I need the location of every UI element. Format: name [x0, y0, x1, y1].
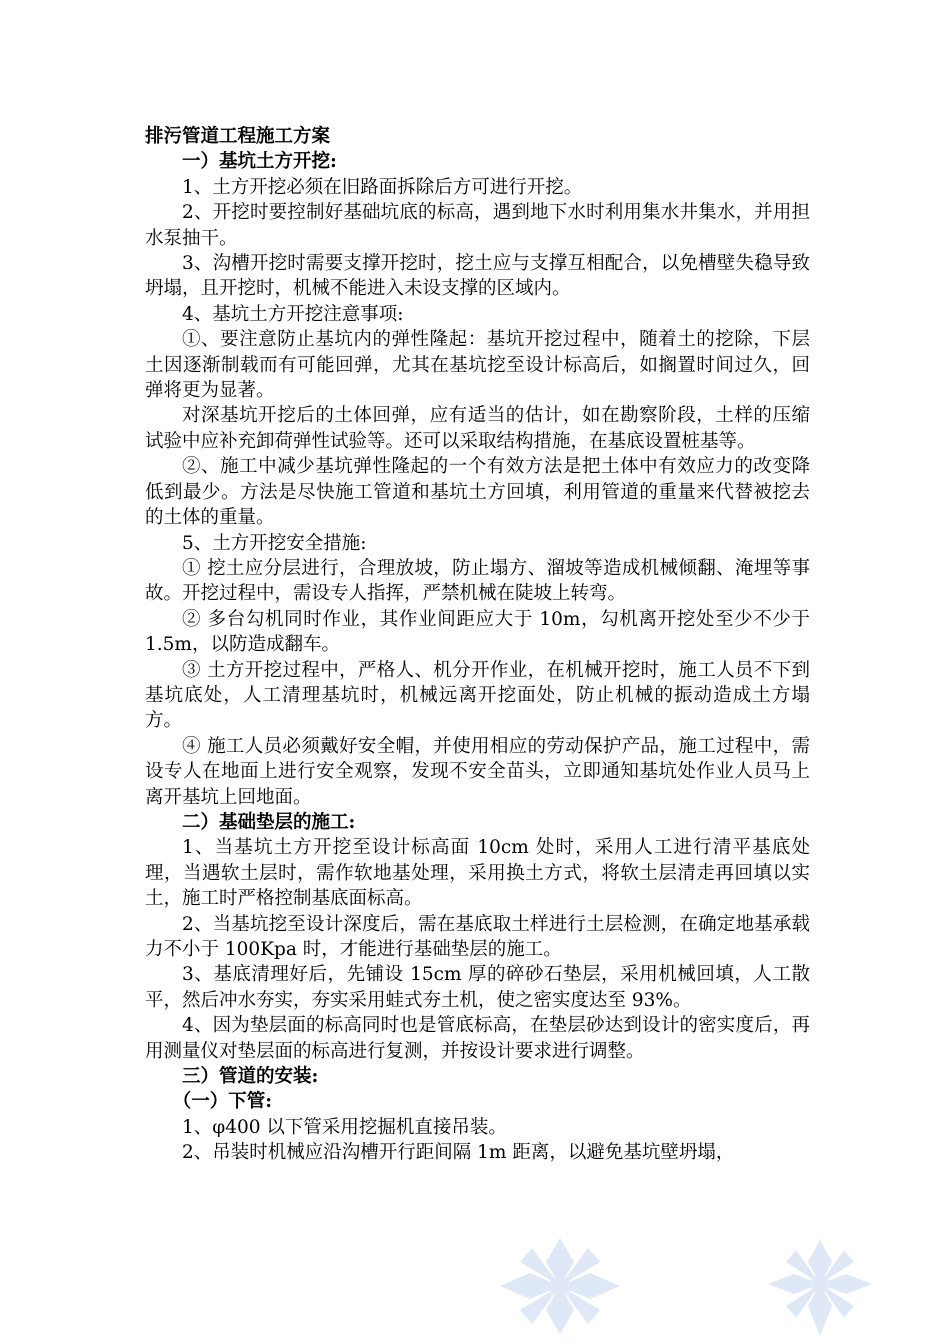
paragraph: ②、施工中减少基坑弹性隆起的一个有效方法是把土体中有效应力的改变降低到最少。方法是尽快施工管道和基坑土方回填，利用管道的重量来代替被挖去的土体的重量。 [145, 456, 810, 529]
section-heading-2: 二）基础垫层的施工: [182, 811, 356, 833]
snowflake-watermark-icon [760, 1232, 880, 1344]
paragraph: 2、吊装时机械应沿沟槽开行距间隔 1m 距离，以避免基坑壁坍塌， [182, 1142, 735, 1164]
paragraph: 对深基坑开挖后的土体回弹，应有适当的估计，如在勘察阶段，土样的压缩试验中应补充卸荷弹性试验等。还可以采取结构措施，在基底设置桩基等。 [145, 405, 810, 452]
paragraph: 4、因为垫层面的标高同时也是管底标高，在垫层砂达到设计的密实度后，再用测量仪对垫层面的标高进行复测，并按设计要求进行调整。 [145, 1015, 810, 1062]
paragraph: 2、当基坑挖至设计深度后，需在基底取土样进行土层检测，在确定地基承载力不小于 100Kpa 时，才能进行基础垫层的施工。 [145, 913, 810, 960]
paragraph: 5、土方开挖安全措施: [182, 532, 367, 554]
paragraph: ① 挖土应分层进行，合理放坡，防止塌方、溜坡等造成机械倾翻、淹埋等事故。开挖过程中，需设专人指挥，严禁机械在陡坡上转弯。 [145, 557, 810, 605]
document-title: 排污管道工程施工方案 [145, 126, 331, 147]
section-heading-1: 一）基坑土方开挖: [182, 151, 337, 173]
paragraph: 3、沟槽开挖时需要支撑开挖时，挖土应与支撑互相配合，以免槽壁失稳导致坍塌，且开挖时，机械不能进入未设支撑的区域内。 [145, 253, 810, 300]
paragraph: ①、要注意防止基坑内的弹性隆起：基坑开挖过程中，随着土的挖除，下层土因逐渐制载而有可能回弹，尤其在基坑挖至设计标高后，如搁置时间过久，回弹将更为显著。 [145, 329, 810, 402]
paragraph: 2、开挖时要控制好基础坑底的标高，遇到地下水时利用集水井集水，并用担水泵抽干。 [145, 202, 810, 249]
paragraph: 1、当基坑土方开挖至设计标高面 10cm 处时，采用人工进行清平基底处理，当遇软土层时，需作软地基处理，采用换土方式，将软土层清走再回填以实土，施工时严格控制基底面标高。 [145, 837, 810, 910]
snowflake-watermark-icon [470, 1228, 650, 1344]
paragraph: 1、φ400 以下管采用挖掘机直接吊装。 [182, 1116, 507, 1138]
paragraph: 4、基坑土方开挖注意事项: [182, 303, 404, 325]
paragraph: ④ 施工人员必须戴好安全帽，并使用相应的劳动保护产品，施工过程中，需设专人在地面上进行安全观察，发现不安全苗头，立即通知基坑处作业人员马上离开基坑上回地面。 [145, 735, 810, 808]
section-heading-3: 三）管道的安装: [182, 1066, 319, 1088]
document-body [145, 124, 810, 1166]
paragraph: 3、基底清理好后，先铺设 15cm 厚的碎砂石垫层，采用机械回填，人工散平，然后冲水夯实，夯实采用蛙式夯土机，使之密实度达至 93%。 [145, 964, 810, 1011]
paragraph: 1、土方开挖必须在旧路面拆除后方可进行开挖。 [182, 176, 583, 198]
paragraph: ③ 土方开挖过程中，严格人、机分开作业，在机械开挖时，施工人员不下到基坑底处，人工清理基坑时，机械远离开挖面处，防止机械的振动造成土方塌方。 [145, 659, 810, 732]
paragraph: ② 多台勾机同时作业，其作业间距应大于 10m，勾机离开挖处至少不少于 1.5m，以防造成翻车。 [145, 608, 810, 656]
sub-heading: （一）下管: [172, 1091, 273, 1113]
